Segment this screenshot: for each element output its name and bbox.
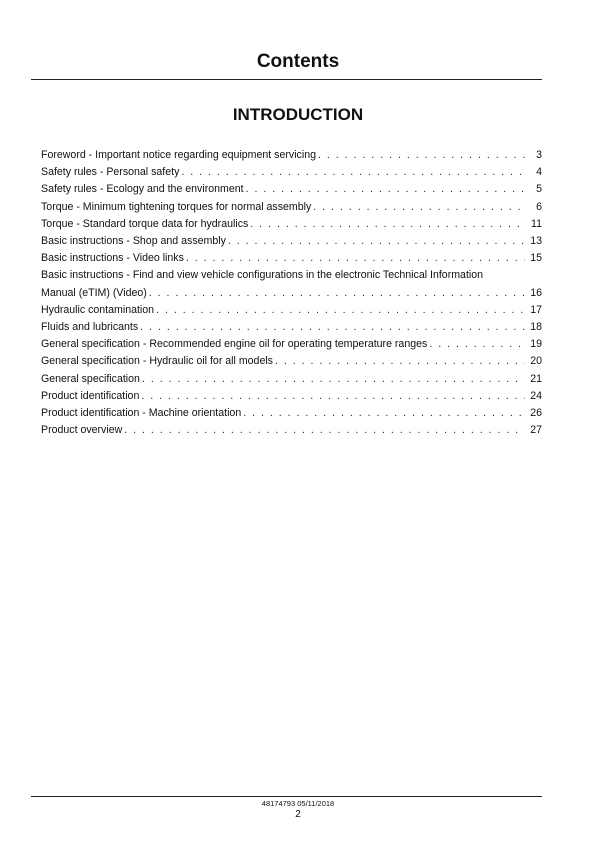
toc-entry-page: 4 [536, 166, 542, 179]
toc-entry[interactable] [41, 336, 542, 353]
table-of-contents [41, 147, 542, 439]
toc-leader-dots [275, 353, 525, 370]
toc-entry-title: Torque - Standard torque data for hydraulics [41, 217, 249, 230]
toc-entry-page: 21 [530, 372, 542, 385]
document-code: 48174793 05/11/2018 [261, 799, 335, 808]
toc-entry[interactable] [41, 164, 542, 181]
toc-entry[interactable] [41, 405, 542, 422]
toc-entry-page: 20 [530, 355, 542, 368]
toc-entry[interactable] [41, 388, 542, 405]
toc-entry[interactable] [41, 147, 542, 164]
toc-leader-dots [149, 285, 525, 302]
toc-entry[interactable] [41, 319, 542, 336]
toc-entry-page: 5 [536, 183, 542, 196]
toc-entry[interactable] [41, 181, 542, 198]
toc-entry-title: Product identification - Machine orientation [41, 407, 242, 420]
toc-entry-page: 11 [531, 217, 542, 230]
page-title: Contents [256, 51, 340, 72]
toc-entry-page: 15 [530, 252, 542, 265]
toc-entry[interactable] [41, 302, 542, 319]
toc-leader-dots [313, 199, 525, 216]
toc-entry-title: Product identification [41, 389, 140, 402]
toc-entry-title: General specification [41, 372, 140, 385]
header-divider [31, 79, 542, 80]
toc-leader-dots [142, 371, 525, 388]
section-title: INTRODUCTION [232, 105, 364, 124]
toc-entry-page: 6 [536, 200, 542, 213]
toc-entry[interactable] [41, 353, 542, 370]
toc-leader-dots [156, 302, 525, 319]
toc-entry[interactable] [41, 199, 542, 216]
toc-entry-title-line1: Basic instructions - Find and view vehicle configurations in the electronic Technical Information [41, 269, 484, 282]
toc-leader-dots [181, 164, 525, 181]
page-number: 2 [295, 809, 301, 820]
toc-entry-title: Safety rules - Personal safety [41, 166, 180, 179]
toc-leader-dots [141, 388, 525, 405]
toc-entry-title: Basic instructions - Shop and assembly [41, 235, 226, 248]
toc-leader-dots [243, 405, 525, 422]
toc-entry-page: 3 [536, 149, 542, 161]
toc-entry-title: Fluids and lubricants [41, 321, 139, 334]
toc-entry-page: 16 [530, 286, 542, 299]
toc-entry[interactable] [41, 371, 542, 388]
toc-entry-page: 27 [530, 424, 542, 437]
toc-leader-dots [186, 250, 525, 267]
toc-entry-page: 19 [530, 338, 542, 351]
toc-entry-title: Product overview [41, 424, 123, 437]
toc-entry-page: 18 [530, 321, 542, 334]
footer-divider [31, 796, 542, 797]
toc-leader-dots [124, 422, 525, 439]
toc-entry-title: Torque - Minimum tightening torques for normal assembly [41, 200, 312, 213]
toc-entry-title: Safety rules - Ecology and the environment [41, 183, 244, 196]
toc-entry-title: Basic instructions - Video links [41, 252, 184, 265]
toc-entry[interactable] [41, 422, 542, 439]
toc-leader-dots [318, 147, 525, 164]
toc-entry[interactable] [41, 267, 542, 301]
toc-leader-dots [429, 336, 525, 353]
toc-entry-page: 13 [530, 235, 542, 248]
toc-entry-title: Foreword - Important notice regarding equipment servicing [41, 149, 316, 161]
toc-entry[interactable] [41, 216, 542, 233]
toc-entry[interactable] [41, 250, 542, 267]
toc-leader-dots [246, 181, 525, 198]
toc-entry-page: 17 [530, 303, 542, 316]
toc-leader-dots [140, 319, 525, 336]
toc-entry-title: General specification - Recommended engine oil for operating temperature ranges [41, 338, 428, 351]
toc-entry-title-line2: Manual (eTIM) (Video) [41, 286, 147, 299]
toc-entry-title: General specification - Hydraulic oil for all models [41, 355, 273, 368]
toc-entry-page: 26 [530, 407, 542, 420]
toc-entry-title: Hydraulic contamination [41, 303, 155, 316]
toc-entry-page: 24 [530, 389, 542, 402]
toc-leader-dots [250, 216, 525, 233]
toc-entry[interactable] [41, 233, 542, 250]
toc-leader-dots [228, 233, 525, 250]
